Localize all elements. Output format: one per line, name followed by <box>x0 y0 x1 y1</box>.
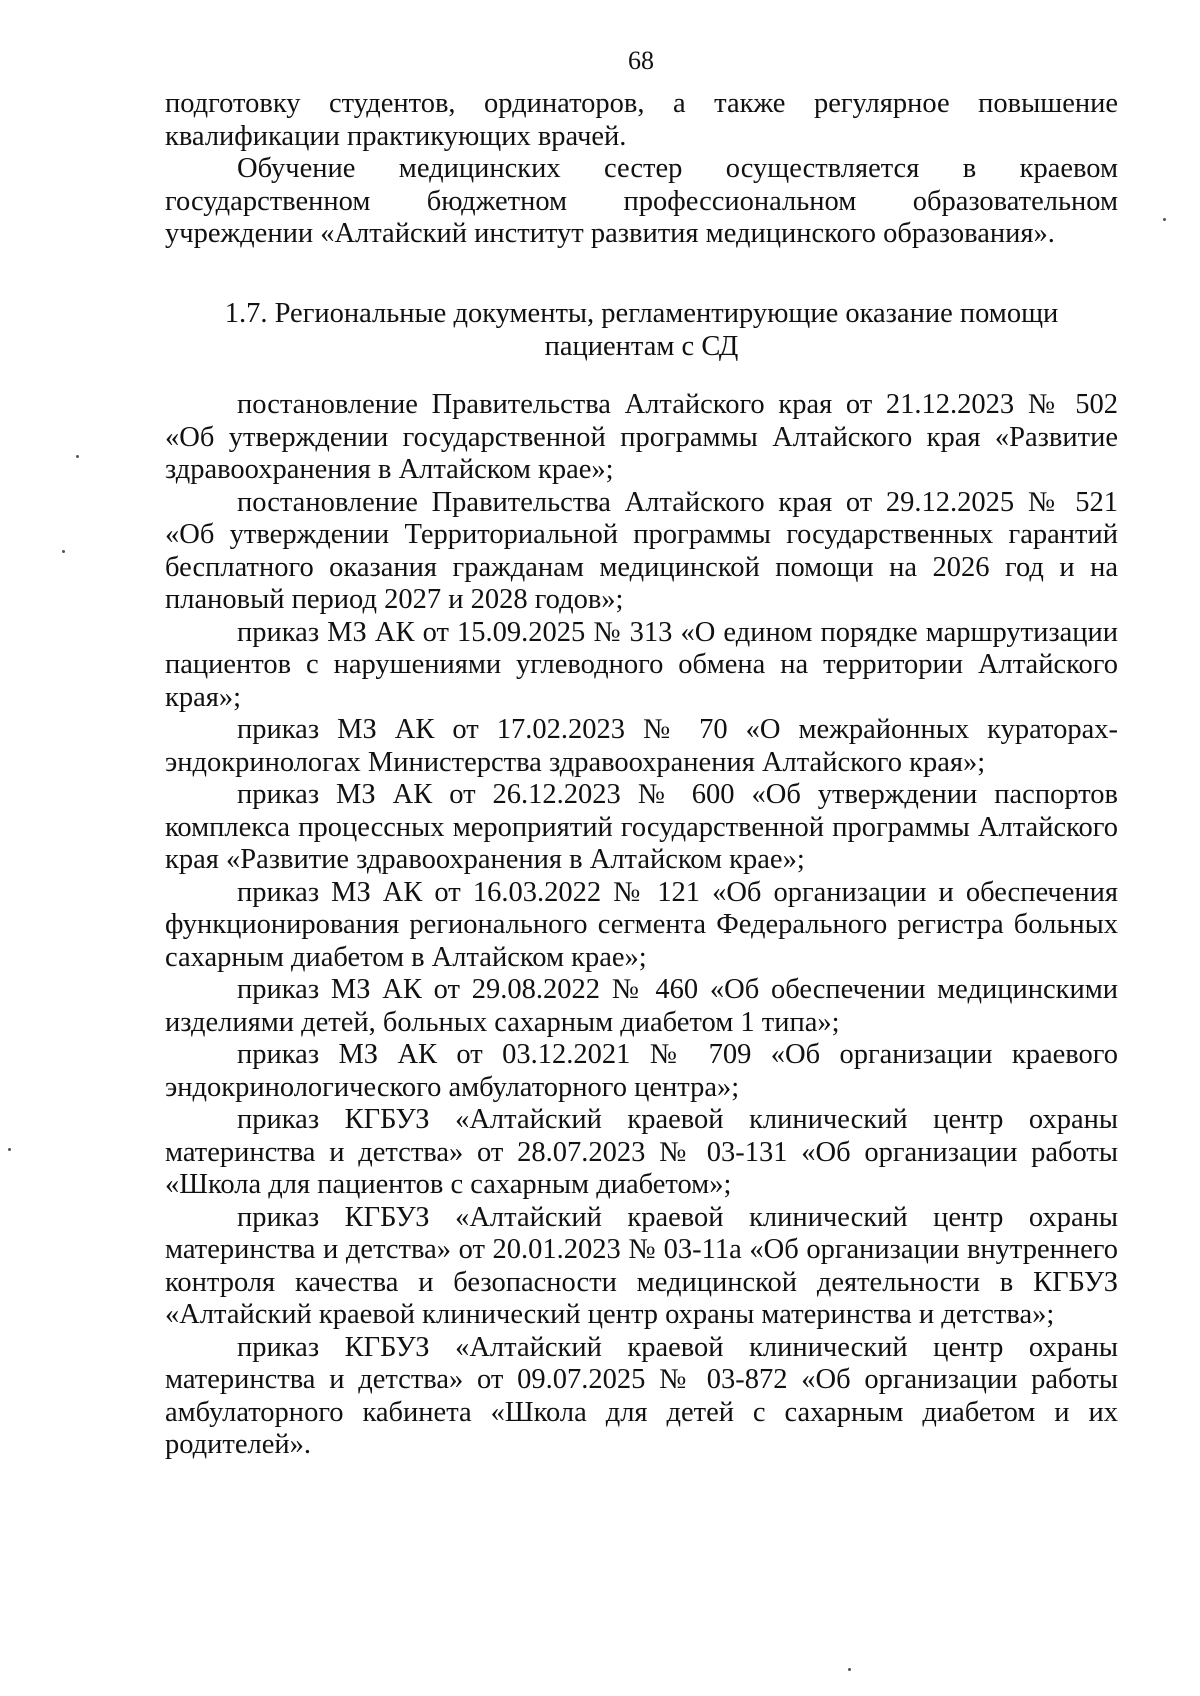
documents-list <box>165 389 1118 1462</box>
section-heading-line-1: 1.7. Региональные документы, регламентирующие оказание помощи <box>224 298 1059 329</box>
document-item: приказ МЗ АК от 16.03.2022 № 121 «Об организации и обеспечения функционирования регионального сегмента Федерального регистра больных сахарным диабетом в Алтайском крае»; <box>165 876 1118 973</box>
scan-speck <box>62 550 65 553</box>
scan-speck <box>8 1148 11 1151</box>
intro-text <box>165 88 1118 251</box>
document-item: приказ МЗ АК от 15.09.2025 № 313 «О едином порядке маршрутизации пациентов с нарушениями углеводного обмена на территории Алтайского края»; <box>165 616 1118 713</box>
intro-paragraph-nurses-training: Обучение медицинских сестер осуществляется в краевом государственном бюджетном профессиональном образовательном учреждении «Алтайский институт развития медицинского образования». <box>165 153 1118 249</box>
document-item: приказ КГБУЗ «Алтайский краевой клинический центр охраны материнства и детства» от 09.07.2025 № 03-872 «Об организации работы амбулаторного кабинета «Школа для детей с сахарным диабетом и их родителей». <box>165 1331 1118 1460</box>
intro-paragraph-continuation: подготовку студентов, ординаторов, а также регулярное повышение квалификации практикующих врачей. <box>165 88 1118 152</box>
scan-speck <box>848 1668 851 1671</box>
section-heading-line-2: пациентам с СД <box>544 330 739 362</box>
section-heading <box>165 298 1118 363</box>
document-item: постановление Правительства Алтайского края от 21.12.2023 № 502 «Об утверждении государственной программы Алтайского края «Развитие здравоохранения в Алтайском крае»; <box>165 389 1118 485</box>
document-item: приказ МЗ АК от 26.12.2023 № 600 «Об утверждении паспортов комплекса процессных мероприятий государственной программы Алтайского края «Развитие здравоохранения в Алтайском крае»; <box>165 779 1118 875</box>
document-item: приказ МЗ АК от 17.02.2023 № 70 «О межрайонных кураторах-эндокринологах Министерства здравоохранения Алтайского края»; <box>165 714 1118 778</box>
document-item: приказ КГБУЗ «Алтайский краевой клинический центр охраны материнства и детства» от 20.01.2023 № 03-11а «Об организации внутреннего контроля качества и безопасности медицинской деятельности в КГБУЗ «Алтайский краевой клинический центр охраны материнства и детства»; <box>165 1201 1118 1330</box>
document-item: приказ МЗ АК от 29.08.2022 № 460 «Об обеспечении медицинскими изделиями детей, больных сахарным диабетом 1 типа»; <box>165 974 1118 1038</box>
document-item: приказ МЗ АК от 03.12.2021 № 709 «Об организации краевого эндокринологического амбулаторного центра»; <box>165 1039 1118 1103</box>
page-number: 68 <box>628 46 654 75</box>
document-item: постановление Правительства Алтайского края от 29.12.2025 № 521 «Об утверждении Территориальной программы государственных гарантий бесплатного оказания гражданам медицинской помощи на 2026 год и на плановый период 2027 и 2028 годов»; <box>165 486 1118 615</box>
document-item: приказ КГБУЗ «Алтайский краевой клинический центр охраны материнства и детства» от 28.07.2023 № 03-131 «Об организации работы «Школа для пациентов с сахарным диабетом»; <box>165 1104 1118 1200</box>
scan-speck <box>76 455 79 458</box>
scan-speck <box>1163 218 1166 221</box>
